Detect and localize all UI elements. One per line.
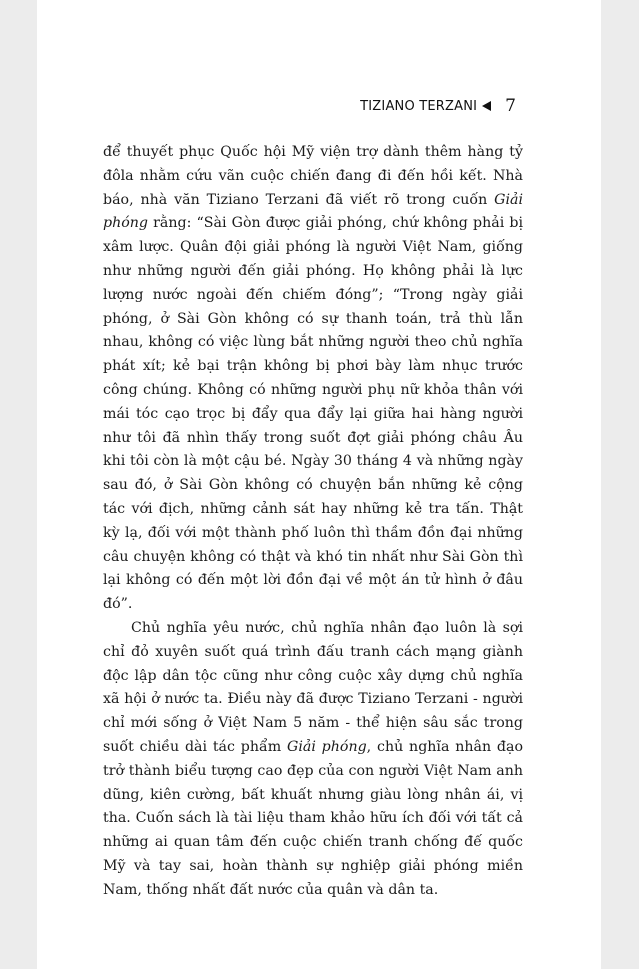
running-header (360, 96, 516, 116)
paragraph-2-text-a: Chủ nghĩa yêu nước, chủ nghĩa nhân đạo luôn là sợi chỉ đỏ xuyên suốt quá trình đấu tranh cách mạng giành độc lập dân tộc cũng như công cuộc xây dựng chủ nghĩa xã hội ở nước ta. Điều này đã được Tiziano Terzani - người chỉ mới sống ở Việt Nam 5 năm - thể hiện sâu sắc trong suốt chiều dài tác phẩm (103, 619, 523, 755)
header-author: TIZIANO TERZANI (360, 98, 478, 114)
paragraph-2-text-b: , chủ nghĩa nhân đạo trở thành biểu tượng cao đẹp của con người Việt Nam anh dũng, kiên cường, bất khuất nhưng giàu lòng nhân ái, vị tha. Cuốn sách là tài liệu tham khảo hữu ích đối với tất cả những ai quan tâm đến cuộc chiến tranh chống đế quốc Mỹ và tay sai, hoàn thành sự nghiệp giải phóng miền Nam, thống nhất đất nước của quân và dân ta. (103, 738, 524, 898)
paragraph-1-text-b: rằng: “Sài Gòn được giải phóng, chứ không phải bị xâm lược. Quân đội giải phóng là người Việt Nam, giống như những người đến giải phóng. Họ không phải là lực lượng nước ngoài đến chiếm đóng”; “Trong ngày giải phóng, ở Sài Gòn không có sự thanh toán, trả thù lẫn nhau, không có việc lùng bắt những người theo chủ nghĩa phát xít; kẻ bại trận không bị phơi bày làm nhục trước công chúng. Không có những người phụ nữ khỏa thân với mái tóc cạo trọc bị đẩy qua đẩy lại giữa hai hàng người như tôi đã nhìn thấy trong suốt đợt giải phóng châu Âu khi tôi còn là một cậu bé. Ngày 30 tháng 4 và những ngày sau đó, ở Sài Gòn không có chuyện bắn những kẻ cộng tác với địch, những cảnh sát hay những kẻ tra tấn. Thật kỳ lạ, đối với một thành phố luôn thì thầm đồn đại những câu chuyện không có thật và khó tin nhất như Sài Gòn thì lại không có đến một lời đồn đại về một án tử hình ở đâu đó”. (103, 215, 523, 613)
paragraph-2-book-title: Giải phóng (286, 738, 367, 755)
paragraph-1-book-title: Giải phóng (103, 191, 523, 232)
book-page (37, 0, 601, 969)
left-triangle-icon (482, 101, 491, 111)
paragraph-2 (103, 617, 523, 903)
body-text (103, 141, 523, 903)
paragraph-1-text-a: để thuyết phục Quốc hội Mỹ viện trợ dành thêm hàng tỷ đôla nhằm cứu vãn cuộc chiến đang đi đến hồi kết. Nhà báo, nhà văn Tiziano Terzani đã viết rõ trong cuốn (103, 144, 523, 208)
paragraph-1 (103, 141, 523, 617)
page-number: 7 (505, 96, 516, 116)
